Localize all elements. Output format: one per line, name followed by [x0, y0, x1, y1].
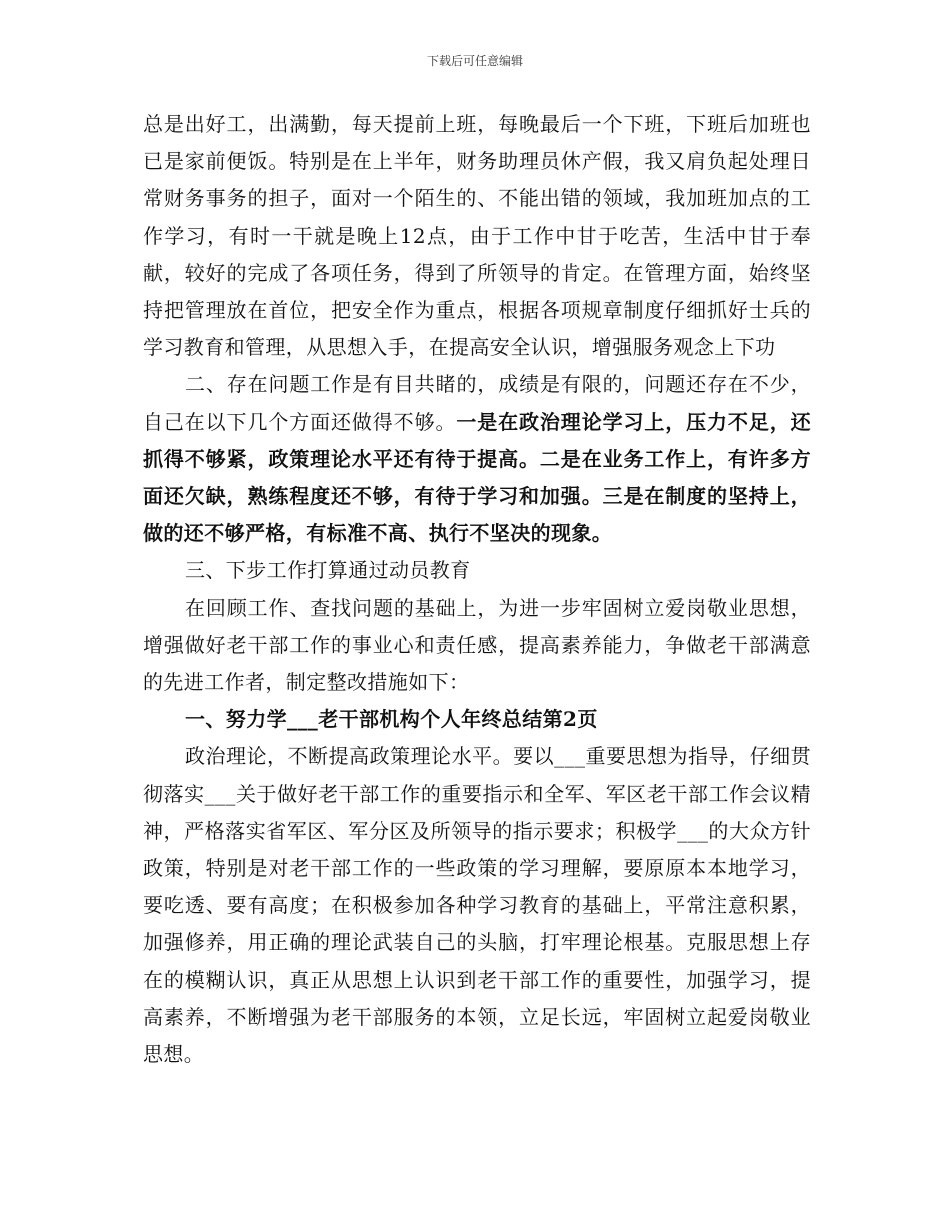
- paragraph-rectification-intro: [143, 590, 811, 702]
- paragraph-text: 政治理论，不断提高政策理论水平。要以___重要思想为指导，仔细贯彻落实___关于做好老干部工作的重要指示和全军、军区老干部工作会议精神，严格落实省军区、军分区及所领导的指示要求；积极学___的大众方针政策，特别是对老干部工作的一些政策的学习理解，要原原本本地学习，要吃透、要有高度；在积极参加各种学习教育的基础上，平常注意积累，加强修养，用正确的理论武装自己的头脑，打牢理论根基。克服思想上存在的模糊认识，真正从思想上认识到老干部工作的重要性，加强学习，提高素养，不断增强为老干部服务的本领，立足长远，牢固树立起爱岗敬业思想。: [143, 744, 811, 1067]
- paragraph-section-heading: [143, 701, 811, 738]
- paragraph-text: 二、存在问题工作是有目共睹的，成绩是有限的，问题还存在不少，自己在以下几个方面还做得不够。: [143, 372, 811, 434]
- paragraph-next-steps-heading: [143, 552, 811, 589]
- paragraph-work-summary: [143, 106, 811, 366]
- section-heading-text: 一、努力学___老干部机构个人年终总结第2页: [185, 707, 598, 732]
- paragraph-text: 三、下步工作打算通过动员教育: [185, 558, 471, 583]
- paragraph-text: 在回顾工作、查找问题的基础上，为进一步牢固树立爱岗敬业思想，增强做好老干部工作的事业心和责任感，提高素养能力，争做老干部满意的先进工作者，制定整改措施如下：: [143, 595, 811, 695]
- paragraph-text: 总是出好工，出满勤，每天提前上班，每晚最后一个下班，下班后加班也已是家前便饭。特别是在上半年，财务助理员休产假，我又肩负起处理日常财务事务的担子，面对一个陌生的、不能出错的领域，我加班加点的工作学习，有时一干就是晚上12点，由于工作中甘于吃苦，生活中甘于奉献，较好的完成了各项任务，得到了所领导的肯定。在管理方面，始终坚持把管理放在首位，把安全作为重点，根据各项规章制度仔细抓好士兵的学习教育和管理，从思想入手，在提高安全认识，增强服务观念上下功: [143, 112, 811, 360]
- paragraph-bold-text: 一是在政治理论学习上，压力不足，还抓得不够紧，政策理论水平还有待于提高。二是在业务工作上，有许多方面还欠缺，熟练程度还不够，有待于学习和加强。三是在制度的坚持上，做的还不够严格，有标准不高、执行不坚决的现象。: [143, 409, 811, 546]
- page-header: 下载后可任意编辑: [426, 54, 523, 68]
- document-body: [143, 106, 811, 1073]
- paragraph-existing-problems: [143, 366, 811, 552]
- paragraph-political-theory: [143, 738, 811, 1073]
